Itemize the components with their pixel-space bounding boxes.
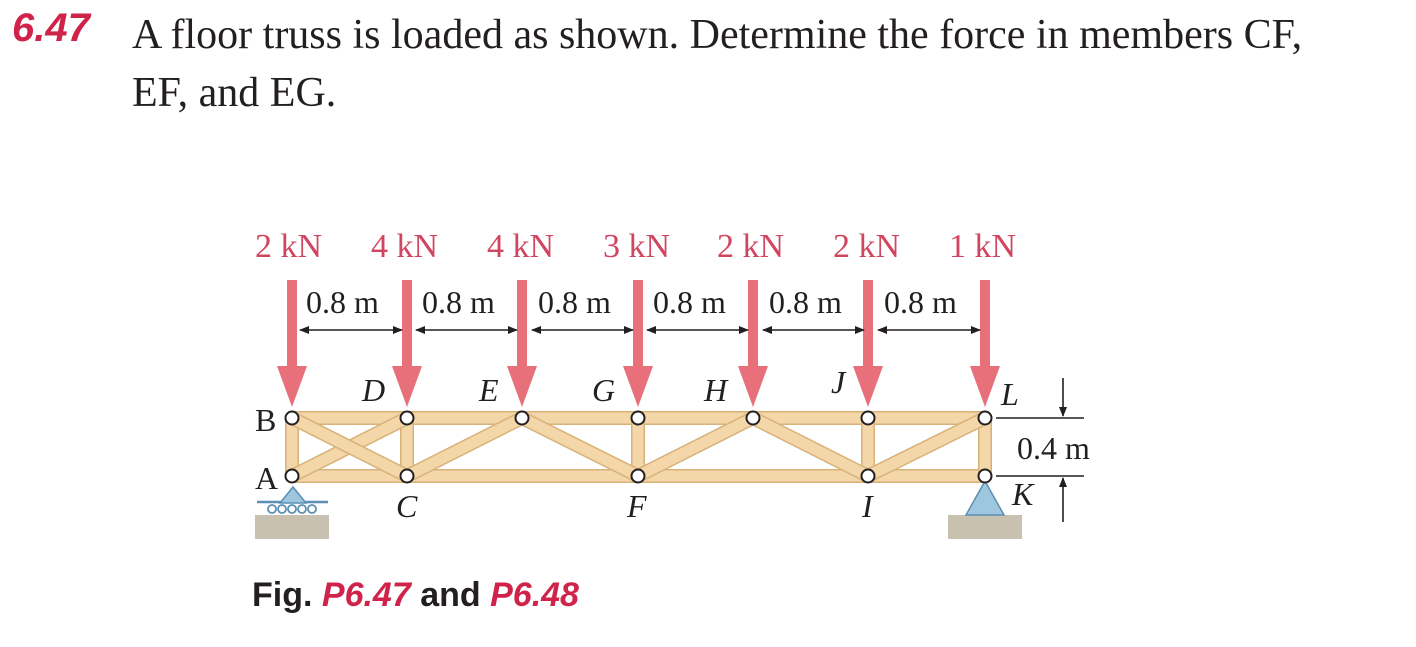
spacing-label-3: 0.8 m xyxy=(538,284,611,320)
joint-label-C: C xyxy=(396,488,418,524)
problem-text-line2: EF, and EG. xyxy=(132,70,337,116)
problem-number: 6.47 xyxy=(12,6,90,50)
joint-label-L: L xyxy=(1001,376,1019,412)
load-label-L: 1 kN xyxy=(949,228,1017,265)
joint-label-I: I xyxy=(862,488,873,524)
load-arrow-G xyxy=(623,280,653,407)
joint-label-B: B xyxy=(255,402,277,438)
load-label-G: 3 kN xyxy=(603,228,671,265)
caption-ref-2: P6.48 xyxy=(490,576,579,614)
load-label-E: 4 kN xyxy=(487,228,555,265)
joint-K xyxy=(979,470,992,483)
load-arrow-D xyxy=(392,280,422,407)
joint-label-H: H xyxy=(704,372,728,408)
load-arrow-J xyxy=(853,280,883,407)
joint-J xyxy=(862,412,875,425)
truss-members xyxy=(292,418,985,476)
load-arrow-L xyxy=(970,280,1000,407)
right-ground-block xyxy=(948,515,1022,539)
joint-A xyxy=(286,470,299,483)
caption-joiner: and xyxy=(420,576,481,614)
figure-caption xyxy=(252,576,579,615)
load-label-J: 2 kN xyxy=(833,228,901,265)
joint-label-D: D xyxy=(362,372,386,408)
left-ground-block xyxy=(255,515,329,539)
load-arrow-H xyxy=(738,280,768,407)
spacing-label-5: 0.8 m xyxy=(769,284,842,320)
joint-C xyxy=(401,470,414,483)
spacing-label-4: 0.8 m xyxy=(653,284,726,320)
joint-G xyxy=(632,412,645,425)
spacing-label-2: 0.8 m xyxy=(422,284,495,320)
load-label-B: 2 kN xyxy=(255,228,323,265)
caption-ref-1: P6.47 xyxy=(321,576,411,614)
joint-E xyxy=(516,412,529,425)
joint-L xyxy=(979,412,992,425)
joint-label-E: E xyxy=(479,372,499,408)
right-pin-support xyxy=(966,481,1004,515)
joint-H xyxy=(747,412,760,425)
joint-label-G: G xyxy=(592,372,616,408)
caption-prefix: Fig. xyxy=(252,576,313,614)
joint-B xyxy=(286,412,299,425)
joint-I xyxy=(862,470,875,483)
load-label-H: 2 kN xyxy=(717,228,785,265)
joint-label-K: K xyxy=(1012,476,1034,512)
height-label: 0.4 m xyxy=(1017,430,1090,466)
joint-F xyxy=(632,470,645,483)
load-arrow-E xyxy=(507,280,537,407)
spacing-label-1: 0.8 m xyxy=(306,284,379,320)
problem-text-line1: A floor truss is loaded as shown. Determine the force in members CF, xyxy=(132,12,1303,58)
load-arrow-B xyxy=(277,280,307,407)
spacing-label-6: 0.8 m xyxy=(884,284,957,320)
joint-label-J: J xyxy=(831,364,846,400)
joint-label-A: A xyxy=(255,460,279,496)
joint-D xyxy=(401,412,414,425)
joint-label-F: F xyxy=(627,488,647,524)
load-label-D: 4 kN xyxy=(371,228,439,265)
